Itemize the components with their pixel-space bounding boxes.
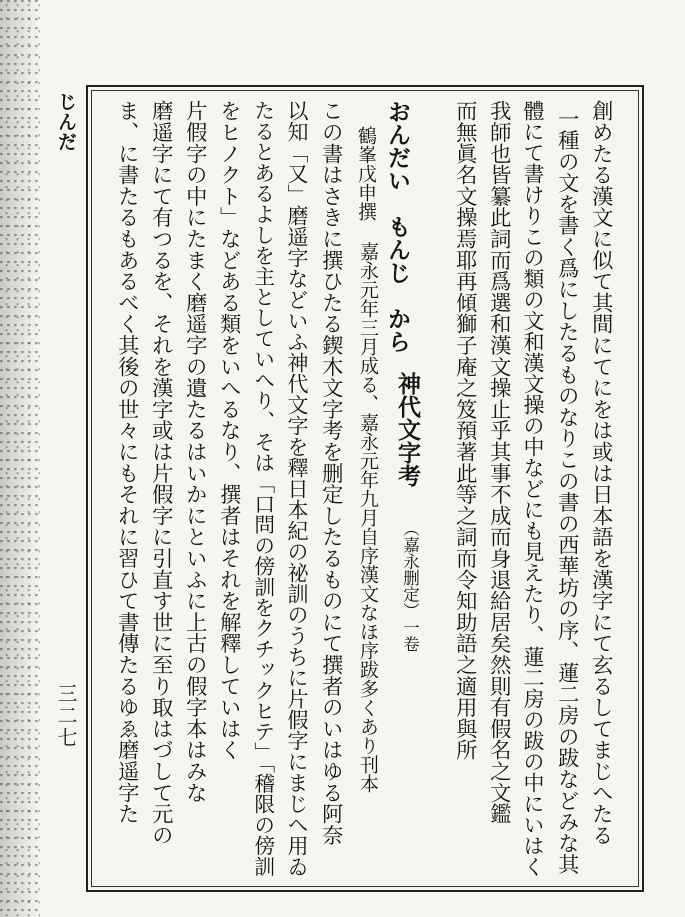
book-note: （嘉永删定）一卷 xyxy=(400,520,420,652)
running-head: じんだ xyxy=(55,92,77,152)
text-column: この書はさきに撰ひたる鍥木文字考を删定したるものにて撰者のいはゆる阿奈 xyxy=(318,100,344,846)
text-column: 磨遥字にて有つるを、それを漢字或は片假字に引直す世に至り取はづして元の xyxy=(148,100,174,846)
text-column: たるとあるよしを主としていへり、そは「口問の傍訓をクチックヒテ」「稽限の傍訓 xyxy=(250,100,275,877)
text-column: 以知「又」磨遥字などいふ神代文字を釋日本紀の祕訓のうちに片假字にまじへ用ゐ xyxy=(285,100,309,877)
entry-author: 鶴峯戊申撰 xyxy=(355,126,377,221)
text-column: 而無眞名文操焉耶再傾獅子庵之笈預著此等之詞而令知助語之適用與所 xyxy=(452,100,478,761)
text-column: ま、に書たるもあるべく其後の世々にもそれに習ひて書傳たるゆゑ磨遥字た xyxy=(114,100,140,825)
text-column: をヒノクト」などある類をいへるなり、撰者はそれを解釋していはく xyxy=(216,100,242,761)
date-line: 嘉永元年三月成る、嘉永元年九月自序漢文なほ序跋多くあり刊本 xyxy=(357,242,379,793)
text-column: 一種の文を書く爲にしたるものなりこの書の西華坊の序、蓮二房の跋などみな其 xyxy=(554,108,580,875)
scan-edge-shadow xyxy=(0,0,40,917)
text-column: 我師也皆纂此詞而爲選和漢文操止乎其事不成而身退給居矣然則有假名之文鑑 xyxy=(486,100,512,825)
text-column: 片假字の中にたまく磨遥字の遺たるはいかにといふに上古の假字本はみな xyxy=(182,100,208,803)
book-title: 神代文字考 xyxy=(394,372,421,487)
text-column: 創めたる漢文に似て其間にてにをは或は日本語を漢字にて玄るしてまじへたる xyxy=(588,100,614,846)
entry-heading: おんだい もんじ から xyxy=(384,100,411,353)
page-number: 三二七 xyxy=(54,683,78,749)
text-column: 體にて書けりこの類の文和漢文操の中などにも見えたり、蓮二房の跋の中にいはく xyxy=(521,100,545,877)
